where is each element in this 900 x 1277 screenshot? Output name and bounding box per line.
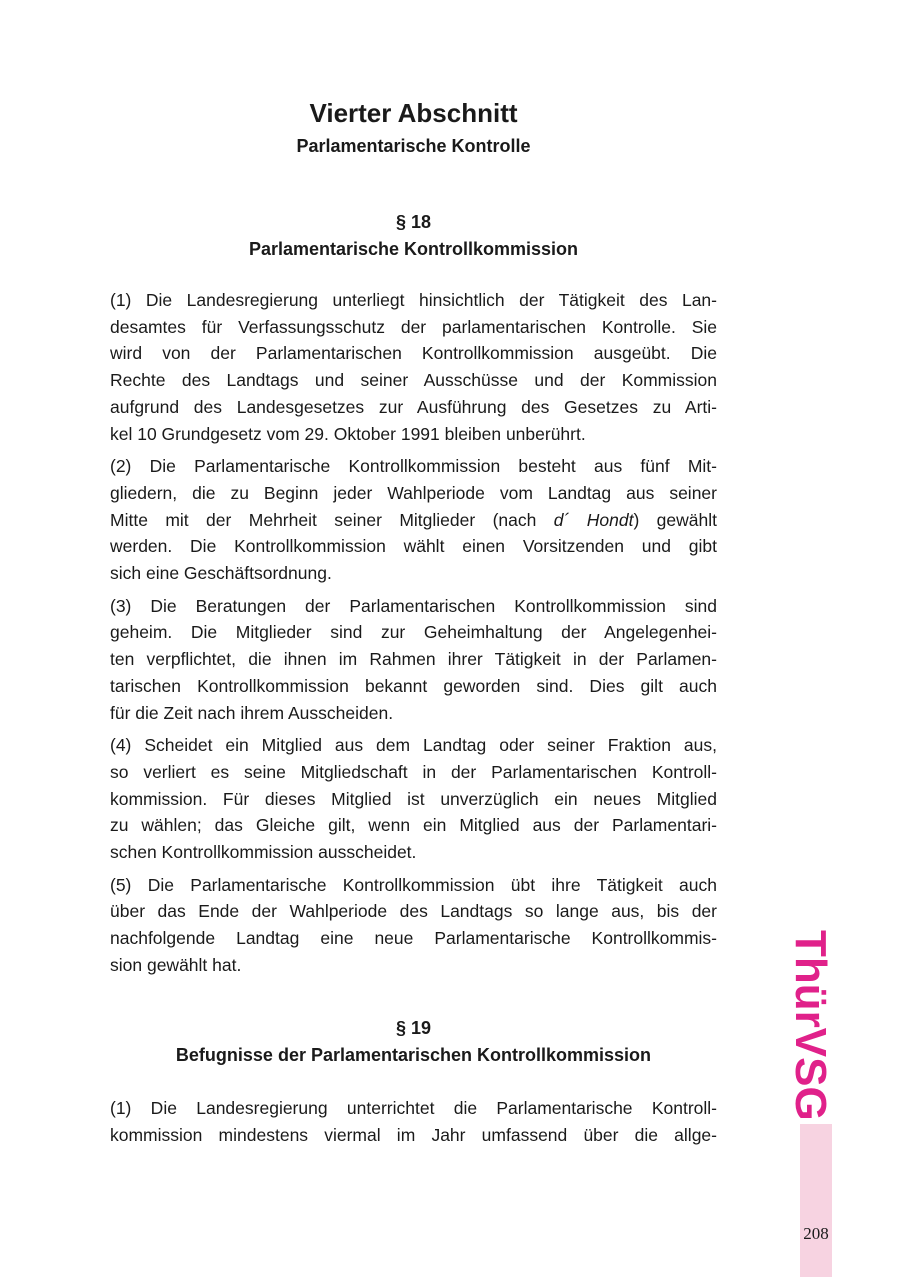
paragraph-19-subsection-1 bbox=[110, 1095, 717, 1148]
text-line: kel 10 Grundgesetz vom 29. Oktober 1991 bleiben unberührt. bbox=[110, 423, 586, 444]
text-line bbox=[110, 507, 717, 534]
text-line: (3) Die Beratungen der Parlamentarischen Kontrollkommission sind bbox=[110, 595, 717, 616]
text-line: für die Zeit nach ihrem Ausscheiden. bbox=[110, 702, 394, 723]
paragraph-18-body bbox=[110, 287, 717, 985]
paragraph-18-subsection-5 bbox=[110, 872, 717, 979]
text-line: (1) Die Landesregierung unterliegt hinsichtlich der Tätigkeit des Lan- bbox=[110, 290, 717, 310]
text-line: sion gewählt hat. bbox=[110, 954, 242, 975]
paragraph-18-subsection-4 bbox=[110, 732, 717, 866]
text-line: über das Ende der Wahlperiode des Landtags so lange aus, bis der bbox=[110, 901, 717, 922]
text-line: Rechte des Landtags und seiner Ausschüsse und der Kommission bbox=[110, 370, 717, 391]
page-number: 208 bbox=[803, 1224, 829, 1243]
side-tab-label bbox=[780, 930, 840, 1121]
paragraph-18-subsection-1 bbox=[110, 287, 717, 447]
text-line: gliedern, die zu Beginn jeder Wahlperiode vom Landtag aus seiner bbox=[110, 482, 717, 503]
law-abbreviation: ThürVSG bbox=[786, 930, 835, 1121]
section-title: Vierter Abschnitt bbox=[309, 98, 518, 128]
text-line: wird von der Parlamentarischen Kontrollkommission ausgeübt. Die bbox=[110, 343, 717, 364]
text-fragment: ) gewählt bbox=[633, 509, 718, 530]
text-line: kommission. Für dieses Mitglied ist unverzüglich ein neues Mitglied bbox=[110, 788, 717, 809]
text-line: (1) Die Landesregierung unterrichtet die Parlamentarische Kontroll- bbox=[110, 1098, 717, 1118]
paragraph-19-body bbox=[110, 1095, 717, 1154]
text-line: ten verpflichtet, die ihnen im Rahmen ihrer Tätigkeit in der Parlamen- bbox=[110, 649, 717, 670]
text-line: zu wählen; das Gleiche gilt, wenn ein Mitglied aus der Parlamentari- bbox=[110, 815, 717, 836]
text-line: geheim. Die Mitglieder sind zur Geheimhaltung der Angelegenhei- bbox=[110, 622, 717, 643]
text-line: kommission mindestens viermal im Jahr umfassend über die allge- bbox=[110, 1124, 717, 1145]
text-line: (2) Die Parlamentarische Kontrollkommission besteht aus fünf Mit- bbox=[110, 456, 717, 477]
text-fragment: Mitte mit der Mehrheit seiner Mitglieder (nach bbox=[110, 509, 554, 530]
italic-name: d´ Hondt bbox=[553, 509, 634, 530]
text-line: desamtes für Verfassungsschutz der parlamentarischen Kontrolle. Sie bbox=[110, 316, 717, 337]
section-subtitle: Parlamentarische Kontrolle bbox=[296, 136, 531, 156]
text-line: (5) Die Parlamentarische Kontrollkommission übt ihre Tätigkeit auch bbox=[110, 874, 717, 895]
text-line: nachfolgende Landtag eine neue Parlamentarische Kontrollkommis- bbox=[110, 928, 717, 949]
paragraph-18-number: § 18 bbox=[395, 212, 432, 232]
text-line: tarischen Kontrollkommission bekannt geworden sind. Dies gilt auch bbox=[110, 675, 717, 696]
paragraph-18-title: Parlamentarische Kontrollkommission bbox=[248, 239, 579, 259]
text-line: aufgrund des Landesgesetzes zur Ausführung des Gesetzes zu Arti- bbox=[110, 396, 717, 417]
text-line: so verliert es seine Mitgliedschaft in der Parlamentarischen Kontroll- bbox=[110, 761, 717, 782]
paragraph-19-title: Befugnisse der Parlamentarischen Kontrollkommission bbox=[175, 1045, 652, 1065]
text-line: werden. Die Kontrollkommission wählt einen Vorsitzenden und gibt bbox=[110, 536, 717, 557]
paragraph-18-subsection-3 bbox=[110, 593, 717, 727]
paragraph-18-subsection-2 bbox=[110, 453, 717, 587]
paragraph-19-number: § 19 bbox=[395, 1018, 432, 1038]
side-color-bar bbox=[800, 1124, 832, 1277]
text-line: (4) Scheidet ein Mitglied aus dem Landtag oder seiner Fraktion aus, bbox=[110, 735, 717, 756]
text-line: schen Kontrollkommission ausscheidet. bbox=[110, 842, 417, 863]
text-line: sich eine Geschäftsordnung. bbox=[110, 563, 332, 584]
